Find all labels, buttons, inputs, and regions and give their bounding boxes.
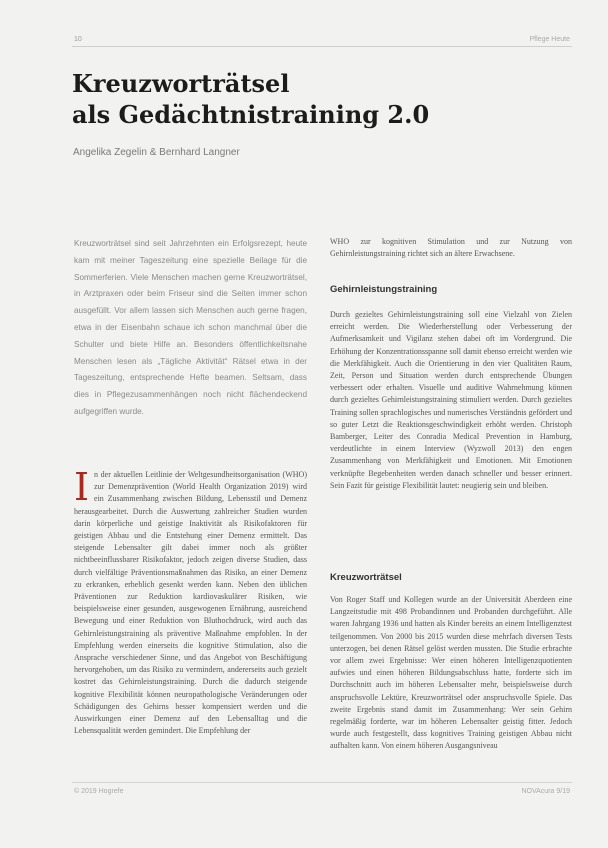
footer-issue: NOVAcura 9/19 xyxy=(521,788,570,795)
article-authors: Angelika Zegelin & Bernhard Langner xyxy=(73,147,240,158)
title-line-1: Kreuzworträtsel xyxy=(72,69,290,98)
body-text-left: n der aktuellen Leitlinie der Weltgesundheitsorganisation (WHO) zur Demenzprävention (World Health Organization 2019) wird ein Zusammenhang zwischen Bildung, Lebensstil und Demenz herausgearbeitet. Durch die Auswertung zahlreicher Studien wurden darin körperliche und geistige Inaktivität als Risikofaktoren für geistigen Abbau und die Entstehung einer Demenz ermittelt. Das steigende Lebensalter gilt dabei immer noch als größter nichtbeeinflussbarer Risikofaktor, jedoch zeigen diverse Studien, dass durch vielfältige Präventionsmaßnahmen das Risiko, an einer Demenz zu erkranken, erheblich gesenkt werden kann. Neben den üblichen Präventionen zur Reduktion kardiovaskulärer Risiken, wie beispielsweise einer gesunden, ausgewogenen Ernährung, ausreichend Bewegung und einer Reduktion von Bluthochdruck, wird auch das Gehirnleistungstraining als präventive Maßnahme empfohlen. In der Empfehlung werden einerseits die kognitive Stimulation, also die Ansprache verschiedener Sinne, und das Angebot von Beschäftigung hervorgehoben, um das Risiko zu vermindern, andererseits auch gezielt kostret das Gehirnleistungstraining. Durch die dadurch steigende kognitive Flexibilität können neuropathologische Veränderungen oder Schädigungen des Gehirns besser kompensiert werden und die Auswirkungen einer Demenz auf den Lebensalltag und die Lebensqualität werden gemindert. Die Empfehlung der xyxy=(74,470,307,736)
section-heading-kreuzwortraetsel: Kreuzworträtsel xyxy=(330,572,402,583)
drop-cap: I xyxy=(74,469,90,509)
body-column-left xyxy=(74,469,307,775)
header-rule xyxy=(72,46,572,47)
article-title xyxy=(72,68,532,130)
body-paragraph-right-3: Von Roger Staff und Kollegen wurde an der Universität Aberdeen eine Langzeitstudie mit 498 Probandinnen und Probanden durchgeführt. Alle waren Jahrgang 1936 und hatten als Kinder bereits an einem Intelligenztest teilgenommen. Von 2000 bis 2015 wurden diese mehrfach diversen Tests unterzogen, bei denen Rätsel gelöst werden mussten. Die Studie erbrachte vor allem zwei Ergebnisse: Wer einen höheren Intelligenzquotienten aufwies und einen höheren Bildungsabschluss hatte, forderte sich im Durchschnitt auch im höheren Lebensalter mehr, beispielsweise durch anspruchsvolle Lektüre, Kreuzworträtsel oder anspruchsvolle Spiele. Das zweite Ergebnis stand damit im Zusammenhang: Wer sein Gehirn regelmäßig forderte, war im höheren Lebensalter geistig fitter. Jedoch wurde auch festgestellt, dass kognitives Training geistigen Abbau nicht aufhalten kann. Von einem höheren Ausgangsniveau xyxy=(330,595,572,751)
page-number: 10 xyxy=(74,36,82,43)
intro-column xyxy=(74,236,307,448)
section-heading-gehirnleistungstraining: Gehirnleistungstraining xyxy=(330,284,438,295)
body-column-right-bottom xyxy=(330,594,572,776)
body-column-right-top xyxy=(330,236,572,260)
footer-rule xyxy=(72,782,572,783)
body-paragraph-left xyxy=(74,469,307,737)
title-line-2: als Gedächtnistraining 2.0 xyxy=(72,100,430,129)
running-header: Pflege Heute xyxy=(529,36,570,43)
footer-copyright: © 2019 Hogrefe xyxy=(74,788,124,795)
body-paragraph-right-1: WHO zur kognitiven Stimulation und zur Nutzung von Gehirnleistungstraining richtet sich an ältere Erwachsene. xyxy=(330,237,572,259)
body-column-right-middle xyxy=(330,309,572,547)
intro-paragraph: Kreuzworträtsel sind seit Jahrzehnten ein Erfolgsrezept, heute kam mit meiner Tageszeitung eine spezielle Beilage für die Sommerferien. Viele Menschen machen gerne Kreuzworträtsel, in Arztpraxen oder beim Friseur sind die Seiten immer schon ausgefüllt. Vor allem lassen sich Menschen auch gerne fragen, etwa in der Eisenbahn schaue ich schon manchmal über die Schulter und biete Hilfe an. Besonders öffentlichkeitsnahe Menschen lesen als „Tägliche Aktivität“ Rätsel etwa in der Tageszeitung, entsprechende Hefte beamen. Seltsam, dass dies in Pflegezusammenhängen noch nicht flächendeckend aufgegriffen wurde. xyxy=(74,239,307,416)
body-paragraph-right-2: Durch gezieltes Gehirnleistungstraining soll eine Vielzahl von Zielen erreicht werden. Die Wiederherstellung oder Verbesserung der Aufmerksamkeit und Vigilanz stehen dabei oft im Vordergrund. Die Erhöhung der Konzentrationsspanne soll damit ebenso erreicht werden wie die Merkfähigkeit. Auch die Orientierung in den vier Qualitäten Raum, Zeit, Person und Situation werden durch entsprechende Übungen verbessert oder erhalten. Visuelle und auditive Wahrnehmung können durch gezieltes Gehirnleistungstraining stimuliert werden. Durch gezieltes Training sollen sprachlogisches und numerisches Verständnis gefördert und so guter Letzt die Reaktionsgeschwindigkeit erhöht werden. Christoph Bamberger, Leiter des Conradia Medical Prevention in Hamburg, verdeutlichte in einem Interview (Wyzwoll 2013) den engen Zusammenhang von Merkfähigkeit und Emotionen. Mit Emotionen verknüpfte Begebenheiten werden danach schneller und besser erinnert. Sein Fazit für geistige Flexibilität lautet: neugierig sein und bleiben. xyxy=(330,310,572,490)
